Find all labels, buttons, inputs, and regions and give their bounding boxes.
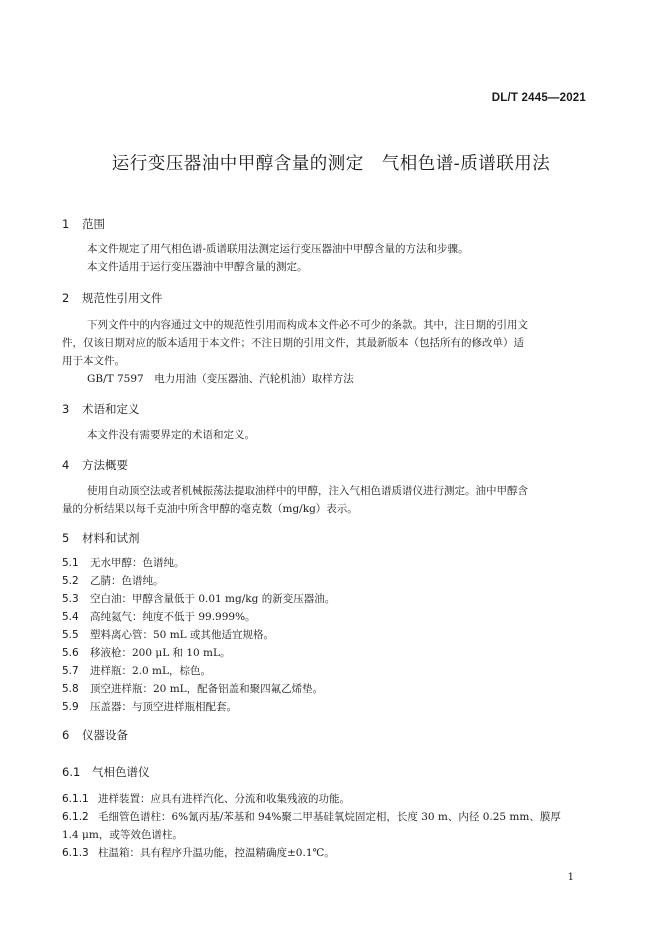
section-title: 方法概要 <box>82 458 128 472</box>
list-item <box>62 662 596 680</box>
paragraph: 本文件没有需要界定的术语和定义。 <box>87 429 255 441</box>
item-text: 乙腈：色谱纯。 <box>90 575 164 587</box>
list-item <box>62 698 596 716</box>
section-heading-materials <box>62 530 140 546</box>
item-text: 压盖器：与顶空进样瓶相配套。 <box>90 701 237 713</box>
item-number: 6.1.3 <box>62 847 89 859</box>
list-item <box>62 808 596 826</box>
reference-entry: GB/T 7597 电力用油（变压器油、汽轮机油）取样方法 <box>87 373 354 385</box>
item-number: 6.1.2 <box>62 811 89 823</box>
list-item <box>62 590 596 608</box>
item-text: 柱温箱：具有程序升温功能，控温精确度±0.1℃。 <box>98 847 335 859</box>
paragraph: 本文件规定了用气相色谱-质谱联用法测定运行变压器油中甲醇含量的方法和步骤。 <box>87 243 469 255</box>
item-text: 无水甲醇：色谱纯。 <box>90 557 185 569</box>
list-item-continuation <box>62 826 596 844</box>
section-heading-terms <box>62 401 140 417</box>
subsection-heading-gc <box>62 764 150 780</box>
section-number: 3 <box>62 402 70 416</box>
section-number: 1 <box>62 217 70 231</box>
title-method: 气相色谱-质谱联用法 <box>381 154 551 174</box>
document-title <box>0 150 662 175</box>
section-heading-method-summary <box>62 457 128 473</box>
list-item <box>62 608 596 626</box>
list-item <box>62 554 596 572</box>
item-number: 5.3 <box>62 593 79 605</box>
item-number: 5.4 <box>62 611 79 623</box>
item-number: 5.1 <box>62 557 79 569</box>
list-item <box>62 790 596 808</box>
title-main: 运行变压器油中甲醇含量的测定 <box>111 154 364 174</box>
item-text: 顶空进样瓶：20 mL，配备铝盖和聚四氟乙烯垫。 <box>90 683 324 695</box>
section-heading-apparatus <box>62 727 128 743</box>
paragraph: 下列文件中的内容通过文中的规范性引用而构成本文件必不可少的条款。其中，注日期的引用文 <box>87 319 528 331</box>
page-number: 1 <box>567 872 574 883</box>
list-item <box>62 572 596 590</box>
item-number: 5.6 <box>62 647 79 659</box>
subsection-title: 气相色谱仪 <box>92 765 150 779</box>
section-title: 仪器设备 <box>82 728 128 742</box>
section-title: 材料和试剂 <box>82 531 140 545</box>
item-number: 6.1.1 <box>62 793 89 805</box>
section-heading-normative-references <box>62 290 163 306</box>
section-title: 术语和定义 <box>82 402 140 416</box>
section-number: 2 <box>62 291 70 305</box>
paragraph: 本文件适用于运行变压器油中甲醇含量的测定。 <box>87 261 308 273</box>
item-number: 5.7 <box>62 665 79 677</box>
section-number: 6 <box>62 728 70 742</box>
section-number: 4 <box>62 458 70 472</box>
paragraph: 用于本文件。 <box>62 355 125 367</box>
item-text: 高纯氦气：纯度不低于 99.999%。 <box>90 611 256 623</box>
subsection-number: 6.1 <box>62 765 81 779</box>
item-text: 进样瓶：2.0 mL，棕色。 <box>90 665 211 677</box>
item-number: 5.9 <box>62 701 79 713</box>
section-title: 规范性引用文件 <box>82 291 163 305</box>
paragraph: 使用自动顶空法或者机械振荡法提取油样中的甲醇，注入气相色谱质谱仪进行测定。油中甲醇含 <box>87 485 528 497</box>
list-item <box>62 626 596 644</box>
item-text: 移液枪：200 μL 和 10 mL。 <box>90 647 231 659</box>
list-item <box>62 644 596 662</box>
paragraph: 件，仅该日期对应的版本适用于本文件；不注日期的引用文件，其最新版本（包括所有的修改单）适 <box>62 337 524 349</box>
item-number: 5.2 <box>62 575 79 587</box>
section-heading-scope <box>62 216 105 232</box>
item-text: 空白油：甲醇含量低于 0.01 mg/kg 的新变压器油。 <box>90 593 336 605</box>
standard-code: DL/T 2445—2021 <box>491 92 586 104</box>
item-text: 毛细管色谱柱：6%氰丙基/苯基和 94%聚二甲基硅氧烷固定相，长度 30 m、内径 0.25 mm、膜厚 <box>98 811 561 823</box>
section-number: 5 <box>62 531 70 545</box>
paragraph: 量的分析结果以每千克油中所含甲醇的毫克数（mg/kg）表示。 <box>62 503 358 515</box>
item-text: 塑料离心管：50 mL 或其他适宜规格。 <box>90 629 274 641</box>
list-item <box>62 680 596 698</box>
list-item <box>62 844 596 862</box>
item-text: 进样装置：应具有进样汽化、分流和收集残液的功能。 <box>98 793 350 805</box>
section-title: 范围 <box>82 217 105 231</box>
item-text: 1.4 μm，或等效色谱柱。 <box>62 829 183 841</box>
item-number: 5.8 <box>62 683 79 695</box>
item-number: 5.5 <box>62 629 79 641</box>
